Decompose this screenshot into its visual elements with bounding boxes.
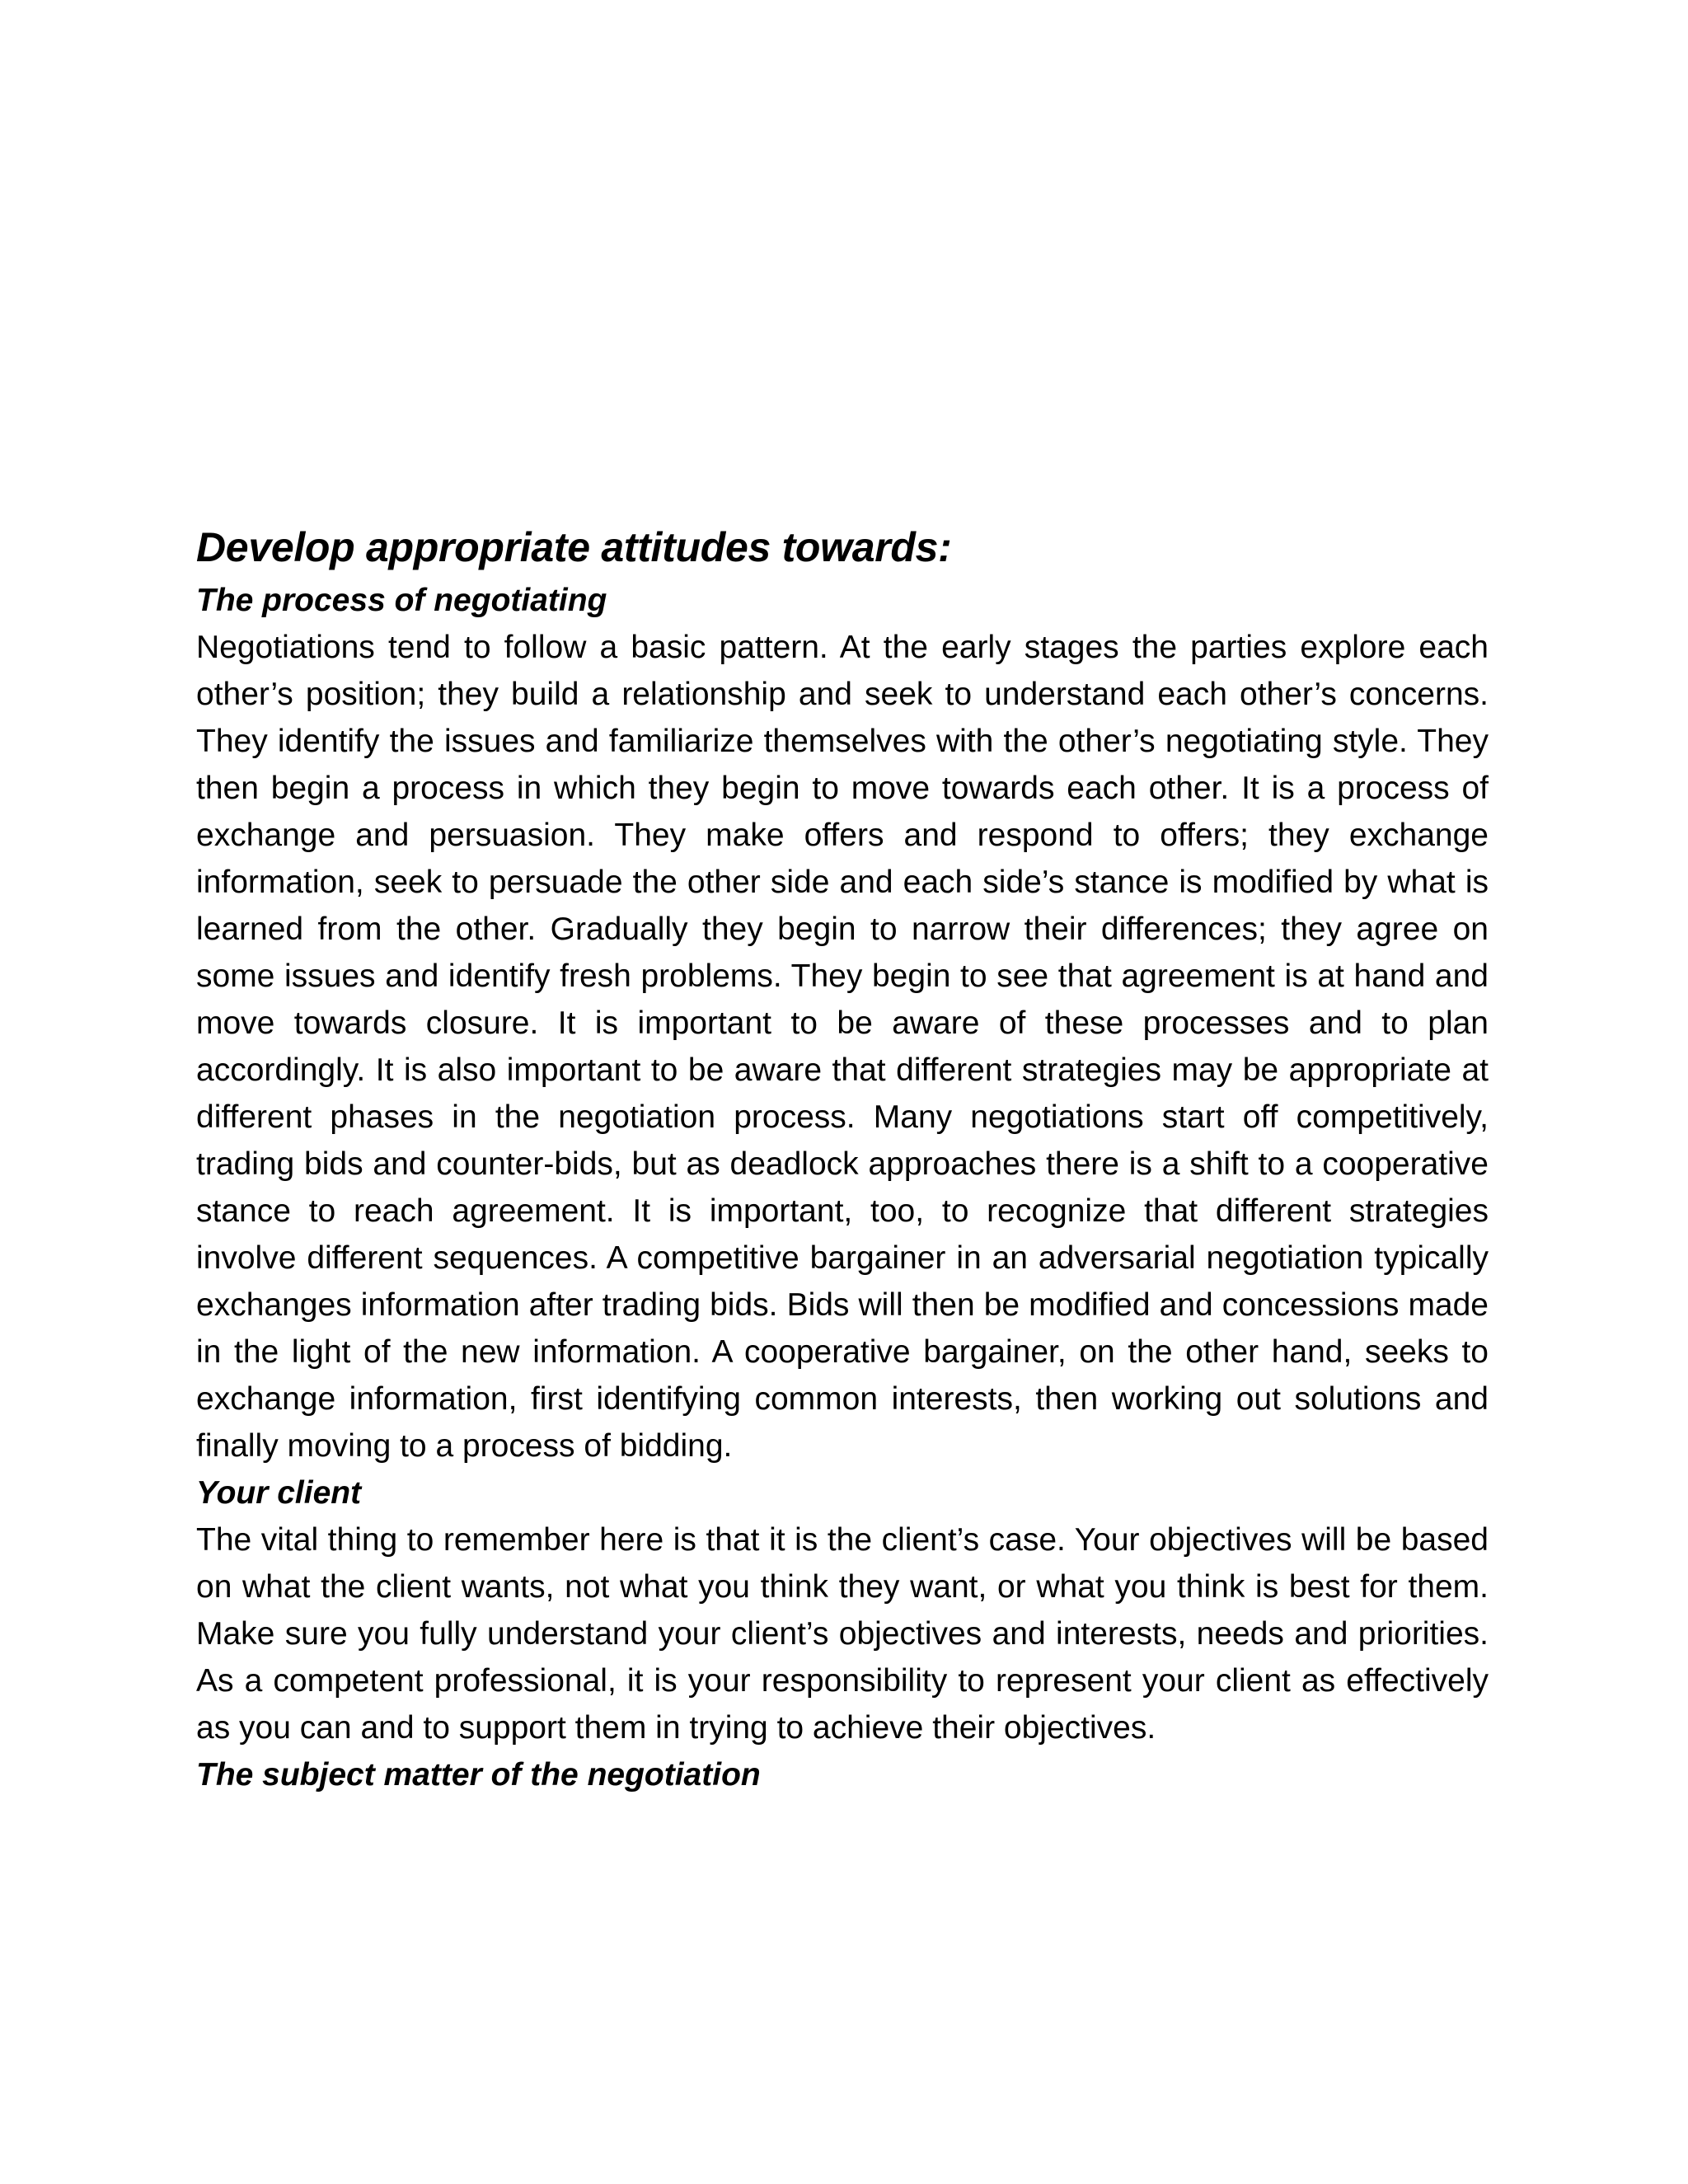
page-title: Develop appropriate attitudes towards:: [196, 524, 952, 570]
section-heading-subject-matter: The subject matter of the negotiation: [196, 1757, 761, 1793]
section-heading-client: Your client: [196, 1475, 362, 1511]
section-body-client: The vital thing to remember here is that it is the client’s case. Your objectives will be based on what the client wants, not what you think they want, or what you think is best for them. Make sure you fully understand your client’s objectives and interests, needs and priorities. As a competent professional, it is your responsibility to represent your client as effectively as you can and to support them in trying to achieve their objectives.: [196, 1522, 1489, 1746]
section-body-process: Negotiations tend to follow a basic pattern. At the early stages the parties explore each other’s position; they build a relationship and seek to understand each other’s concerns. They identify the issues and familiarize themselves with the other’s negotiating style. They then begin a process in which they begin to move towards each other. It is a process of exchange and persuasion. They make offers and respond to offers; they exchange information, seek to persuade the other side and each side’s stance is modified by what is learned from the other. Gradually they begin to narrow their differences; they agree on some issues and identify fresh problems. They begin to see that agreement is at hand and move towards closure. It is important to be aware of these processes and to plan accordingly. It is also important to be aware that different strategies may be appropriate at different phases in the negotiation process. Many negotiations start off competitively, trading bids and counter-bids, but as deadlock approaches there is a shift to a cooperative stance to reach agreement. It is important, too, to recognize that different strategies involve different sequences. A competitive bargainer in an adversarial negotiation typically exchanges information after trading bids. Bids will then be modified and concessions made in the light of the new information. A cooperative bargainer, on the other hand, seeks to exchange information, first identifying common interests, then working out solutions and finally moving to a process of bidding.: [196, 630, 1489, 1464]
document-page: [196, 518, 1489, 1798]
section-heading-process: The process of negotiating: [196, 583, 607, 618]
